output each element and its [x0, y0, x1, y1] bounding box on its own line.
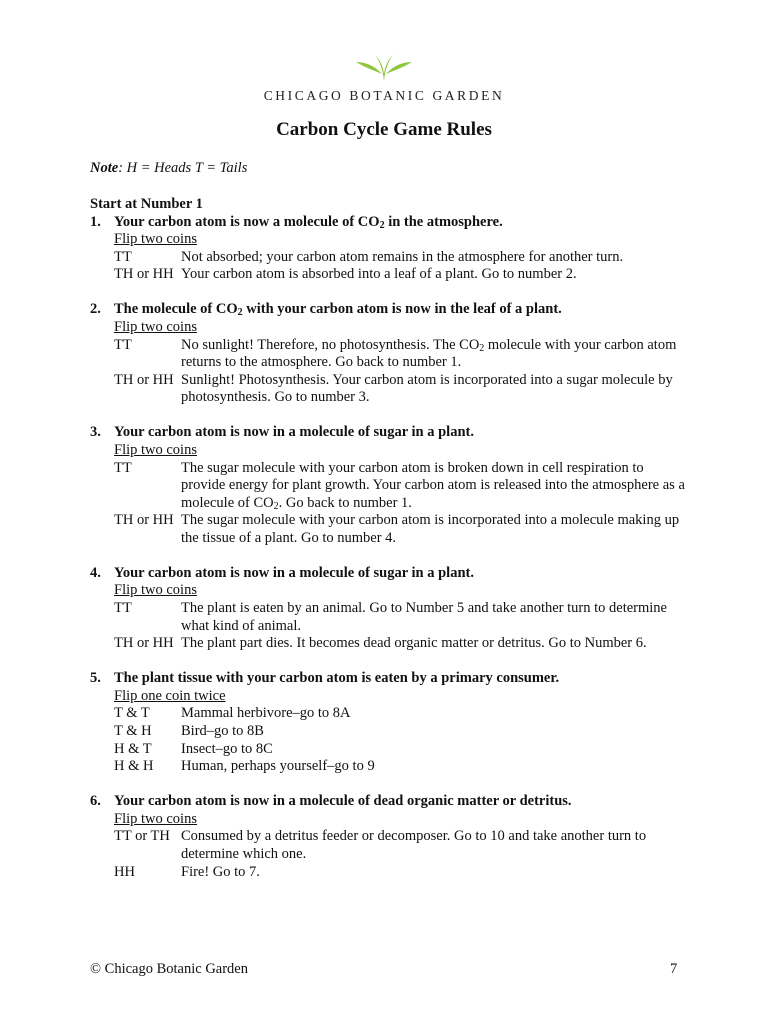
section-heading: [90, 301, 690, 319]
outcome-row: [114, 249, 690, 267]
outcome-key: TT: [114, 336, 132, 353]
text-part: The plant is eaten by an animal. Go to Number 5 and take another turn to determine what kind of animal.: [181, 600, 667, 634]
flip-instruction: Flip two coins: [114, 582, 197, 599]
section-number: 5.: [90, 670, 101, 687]
rule-section-5: [90, 670, 690, 776]
outcome-key: TH or HH: [114, 266, 174, 283]
outcome-key: H & T: [114, 740, 152, 757]
outcome-row: [114, 512, 690, 547]
section-heading: [90, 670, 690, 688]
outcome-row: [114, 600, 690, 635]
section-heading-text: [114, 301, 562, 319]
subscript: 2: [237, 307, 243, 319]
section-heading: [90, 424, 690, 442]
outcome-row: [114, 372, 690, 407]
flip-instruction: Flip two coins: [114, 810, 197, 827]
text-part: Fire! Go to 7.: [181, 863, 260, 880]
text-part: Your carbon atom is now in a molecule of sugar in a plant.: [114, 424, 474, 441]
footer-copyright: © Chicago Botanic Garden: [90, 961, 248, 977]
outcome-row: [114, 266, 690, 284]
text-part: with your carbon atom is now in the leaf of a plant.: [242, 301, 562, 318]
text-part: Your carbon atom is now a molecule of CO: [114, 213, 380, 230]
note-text: : H = Heads T = Tails: [118, 160, 248, 176]
outcome-key: TH or HH: [114, 635, 174, 652]
section-number: 1.: [90, 213, 101, 230]
rules-sections: [90, 214, 690, 882]
note-line: [90, 160, 247, 177]
text-part: Insect–go to 8C: [181, 740, 273, 757]
flip-instruction: Flip one coin twice: [114, 687, 226, 704]
rule-section-3: [90, 424, 690, 547]
outcome-text: [181, 864, 690, 882]
outcome-key: T & H: [114, 723, 152, 739]
outcome-text: [181, 705, 690, 723]
outcome-key: TT: [114, 459, 132, 476]
subscript: 2: [479, 342, 485, 354]
text-part: The plant tissue with your carbon atom is eaten by a primary consumer.: [114, 670, 560, 687]
section-heading: [90, 565, 690, 583]
outcome-key: TH or HH: [114, 371, 174, 388]
outcome-text: [181, 741, 690, 759]
text-part: Bird–go to 8B: [181, 723, 264, 739]
rule-section-2: [90, 301, 690, 407]
text-part: The sugar molecule with your carbon atom is broken down in cell respiration to provide energy for plant growth. Your carbon atom is released into the atmosphere as a molecule of CO: [181, 459, 685, 511]
outcome-text: [181, 512, 690, 547]
subscript: 2: [379, 219, 385, 231]
text-part: molecule with your carbon atom returns to the atmosphere. Go back to number 1.: [181, 336, 677, 371]
text-part: No sunlight! Therefore, no photosynthesis. The CO: [181, 336, 480, 353]
outcome-row: [114, 705, 690, 723]
text-part: Your carbon atom is absorbed into a leaf of a plant. Go to number 2.: [181, 266, 577, 283]
section-heading-text: [114, 793, 572, 811]
text-part: Your carbon atom is now in a molecule of dead organic matter or detritus.: [114, 793, 572, 810]
text-part: Human, perhaps yourself–go to 9: [181, 758, 375, 775]
text-part: Consumed by a detritus feeder or decomposer. Go to 10 and take another turn to determine which one.: [181, 828, 647, 862]
text-part: The molecule of CO: [114, 301, 238, 318]
outcome-text: [181, 758, 690, 776]
logo-text: CHICAGO BOTANIC GARDEN: [263, 88, 505, 103]
outcome-key: TT: [114, 248, 132, 265]
outcome-row: [114, 635, 690, 653]
outcome-row: [114, 460, 690, 513]
section-heading-text: [114, 424, 474, 442]
outcome-row: [114, 723, 690, 741]
text-part: The sugar molecule with your carbon atom is incorporated into a molecule making up the tissue of a plant. Go to number 4.: [181, 512, 680, 546]
outcome-key: TT: [114, 600, 132, 617]
outcome-key: TT or TH: [114, 828, 170, 845]
outcome-text: [181, 372, 690, 407]
flip-instruction: Flip two coins: [114, 318, 197, 335]
outcome-text: [181, 600, 690, 635]
text-part: Not absorbed; your carbon atom remains in the atmosphere for another turn.: [181, 248, 624, 265]
rule-section-1: [90, 214, 690, 284]
outcome-row: [114, 864, 690, 882]
page-title: Carbon Cycle Game Rules: [276, 119, 492, 140]
outcome-row: [114, 337, 690, 372]
rule-section-6: [90, 793, 690, 881]
leaf-logo-icon: [354, 48, 414, 82]
header-logo: [0, 48, 768, 104]
outcome-row: [114, 828, 690, 863]
outcome-row: [114, 741, 690, 759]
text-part: in the atmosphere.: [384, 213, 503, 230]
section-heading: [90, 214, 690, 232]
flip-instruction: Flip two coins: [114, 441, 197, 458]
outcome-text: [181, 723, 690, 741]
outcome-text: [181, 337, 690, 372]
footer-page-number: 7: [670, 961, 678, 977]
outcome-text: [181, 828, 690, 863]
text-part: Your carbon atom is now in a molecule of sugar in a plant.: [114, 564, 474, 581]
text-part: Sunlight! Photosynthesis. Your carbon atom is incorporated into a sugar molecule by photosynthesis. Go to number 3.: [181, 371, 673, 406]
section-number: 6.: [90, 793, 101, 810]
section-heading-text: [114, 214, 503, 232]
outcome-key: TH or HH: [114, 512, 174, 529]
section-number: 4.: [90, 564, 101, 581]
text-part: Mammal herbivore–go to 8A: [181, 705, 351, 722]
flip-instruction: Flip two coins: [114, 231, 197, 248]
outcome-text: [181, 635, 690, 653]
outcome-text: [181, 266, 690, 284]
outcome-text: [181, 460, 690, 513]
section-number: 3.: [90, 424, 101, 441]
text-part: The plant part dies. It becomes dead organic matter or detritus. Go to Number 6.: [181, 635, 647, 652]
start-text: Start at Number 1: [90, 196, 203, 212]
section-heading: [90, 793, 690, 811]
outcome-key: H & H: [114, 758, 154, 775]
note-label: Note: [90, 160, 119, 176]
rule-section-4: [90, 565, 690, 653]
section-number: 2.: [90, 301, 101, 318]
outcome-key: T & T: [114, 705, 150, 722]
outcome-key: HH: [114, 863, 135, 880]
section-heading-text: [114, 670, 559, 688]
outcome-row: [114, 758, 690, 776]
rules-content: [90, 196, 690, 899]
outcome-text: [181, 249, 690, 267]
text-part: . Go back to number 1.: [278, 494, 412, 511]
section-heading-text: [114, 565, 474, 583]
subscript: 2: [273, 500, 279, 512]
